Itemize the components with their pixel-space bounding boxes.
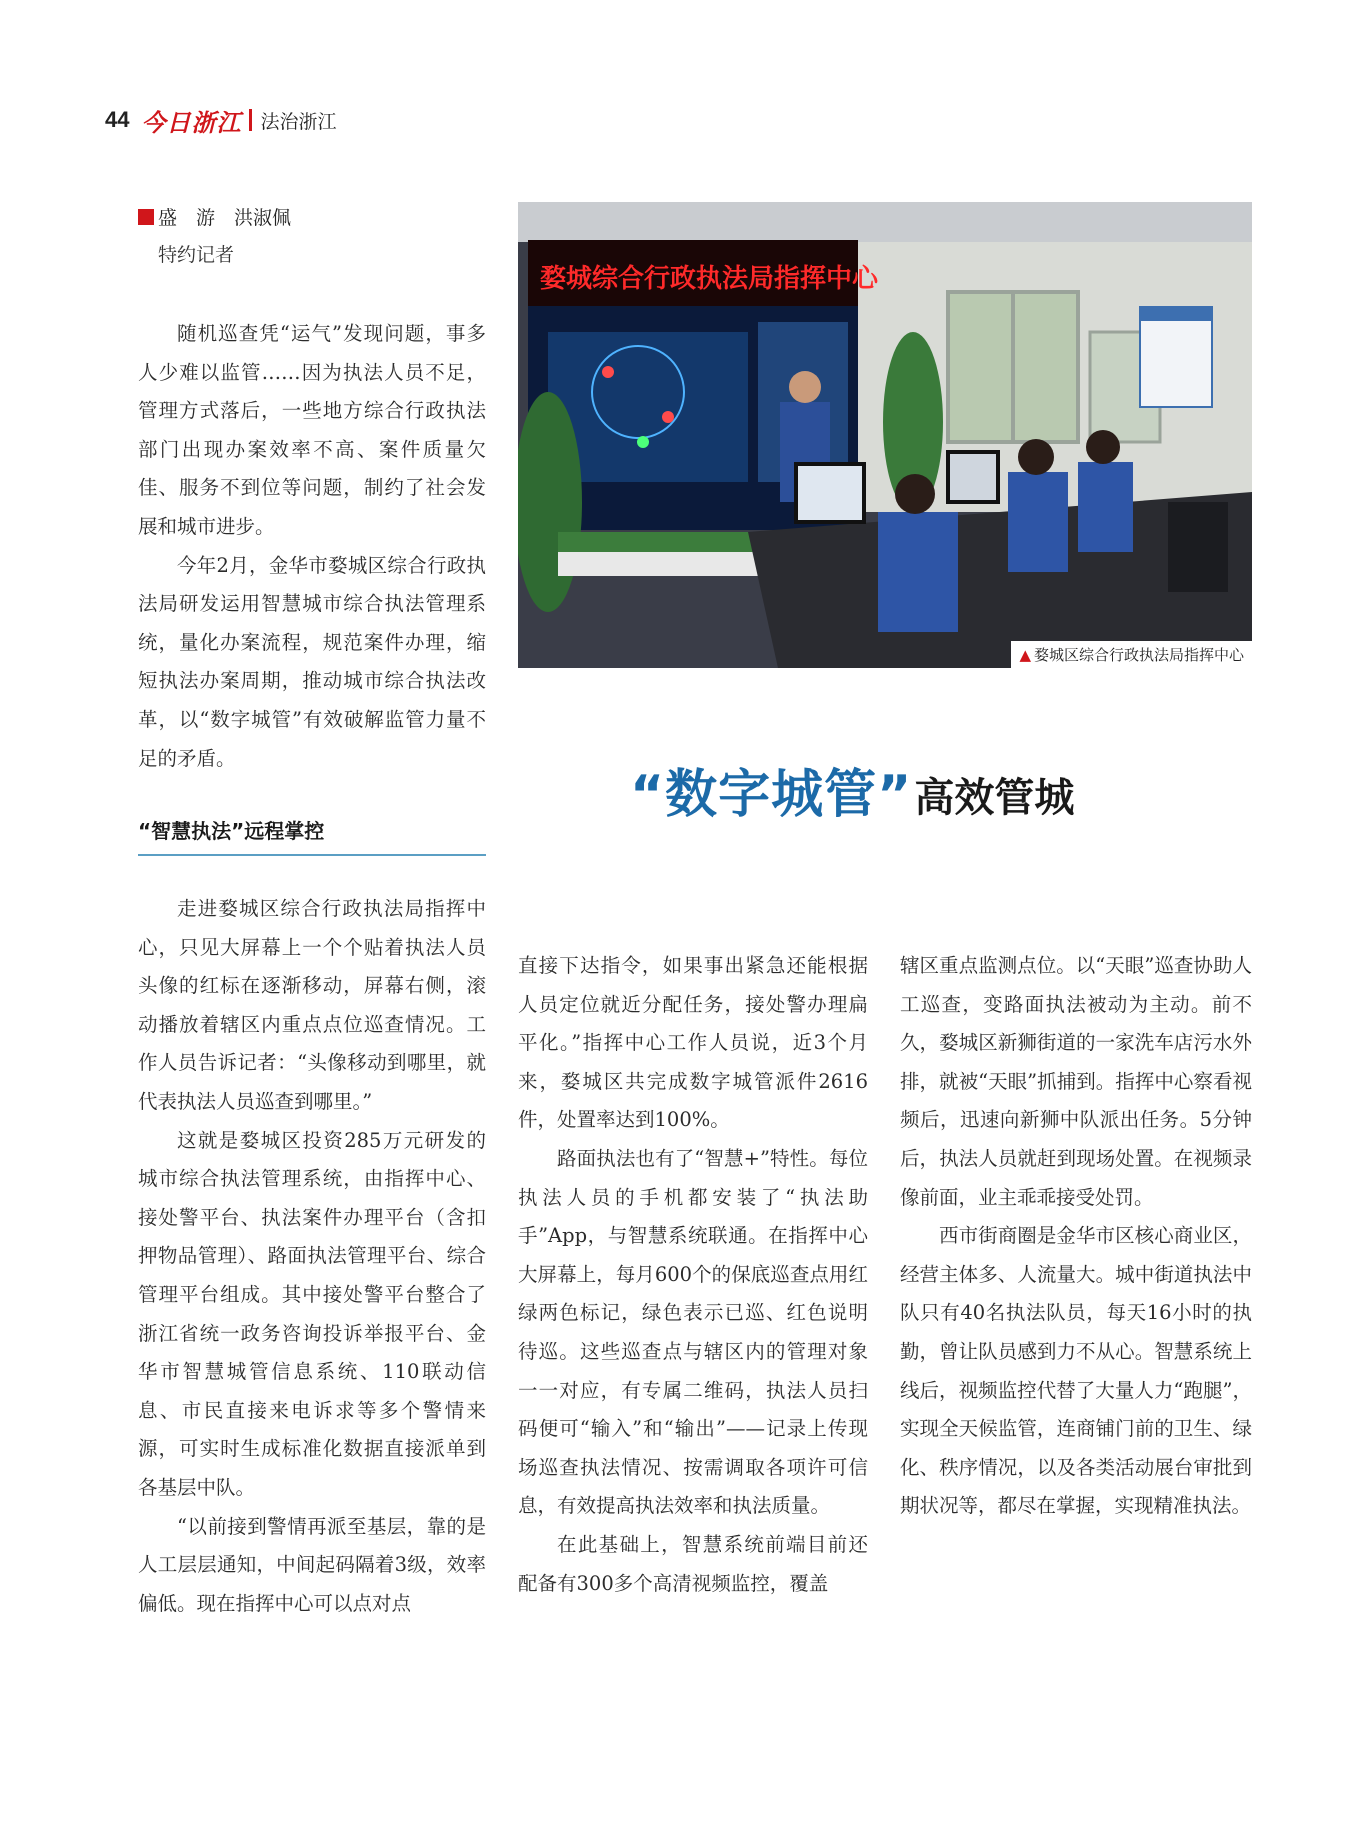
caption-triangle-icon: ▲: [1019, 646, 1031, 664]
photo-caption: [1011, 641, 1252, 668]
paragraph: 辖区重点监测点位。以“天眼”巡查协助人工巡查，变路面执法被动为主动。前不久，婺城区新狮街道的一家洗车店污水外排，就被“天眼”抓捕到。指挥中心察看视频后，迅速向新狮中队派出任务。5分钟后，执法人员就赶到现场处置。在视频录像前面，业主乖乖接受处罚。: [900, 954, 1252, 1209]
subheading-rule: [138, 854, 486, 856]
column-3: [900, 947, 1252, 1526]
byline: [138, 203, 291, 230]
column-1-top: [138, 315, 486, 778]
paragraph: 直接下达指令，如果事出紧急还能根据人员定位就近分配任务，接处警办理扁平化。”指挥中心工作人员说，近3个月来，婺城区共完成数字城管派件2616件，处置率达到100%。: [518, 954, 868, 1132]
paragraph: 走进婺城区综合行政执法局指挥中心，只见大屏幕上一个个贴着执法人员头像的红标在逐渐移动，屏幕右侧，滚动播放着辖区内重点点位巡查情况。工作人员告诉记者：“头像移动到哪里，就代表执法人员巡查到哪里。”: [138, 897, 486, 1113]
article-headline: [630, 752, 1074, 827]
paragraph: “以前接到警情再派至基层，靠的是人工层层通知，中间起码隔着3级，效率偏低。现在指挥中心可以点对点: [138, 1514, 486, 1615]
header-divider: [249, 109, 252, 131]
screen-banner-text: 婺城综合行政执法局指挥中心: [540, 264, 879, 294]
paragraph: 这就是婺城区投资285万元研发的城市综合执法管理系统，由指挥中心、接处警平台、执法案件办理平台（含扣押物品管理）、路面执法管理平台、综合管理平台组成。其中接处警平台整合了浙江省统一政务咨询投诉举报平台、金华市智慧城管信息系统、110联动信息、市民直接来电诉求等多个警情来源，可实时生成标准化数据直接派单到各基层中队。: [138, 1128, 486, 1499]
byline-marker-icon: [138, 209, 154, 225]
byline-authors: 盛 游 洪淑佩: [158, 207, 292, 229]
column-1-bottom: [138, 890, 486, 1623]
subheading: [138, 815, 486, 856]
subheading-text: “智慧执法”远程掌控: [138, 819, 325, 843]
paragraph: 路面执法也有了“智慧+”特性。每位执法人员的手机都安装了“执法助手”App，与智慧系统联通。在指挥中心大屏幕上，每月600个的保底巡查点用红绿两色标记，绿色表示已巡、红色说明待巡。这些巡查点与辖区内的管理对象一一对应，有专属二维码，执法人员扫码便可“输入”和“输出”——记录上传现场巡查执法情况、按需调取各项许可信息，有效提高执法效率和执法质量。: [518, 1146, 868, 1518]
headline-main: “数字城管”: [630, 765, 913, 825]
photo-illustration: [518, 202, 1252, 668]
byline-role: 特约记者: [158, 244, 235, 266]
paragraph: 西市街商圈是金华市区核心商业区，经营主体多、人流量大。城中街道执法中队只有40名执法队员，每天16小时的执勤，曾让队员感到力不从心。智慧系统上线后，视频监控代替了大量人力“跑腿”，实现全天候监管，连商铺门前的卫生、绿化、秩序情况，以及各类活动展台审批到期状况等，都尽在掌握，实现精准执法。: [900, 1224, 1252, 1518]
page-header: [105, 104, 337, 136]
paragraph: 随机巡查凭“运气”发现问题，事多人少难以监管……因为执法人员不足，管理方式落后，一些地方综合行政执法部门出现办案效率不高、案件质量欠佳、服务不到位等问题，制约了社会发展和城市进步。: [138, 322, 486, 538]
section-name: 法治浙江: [260, 110, 337, 133]
paragraph: 在此基础上，智慧系统前端目前还配备有300多个高清视频监控，覆盖: [518, 1532, 868, 1595]
caption-text: 婺城区综合行政执法局指挥中心: [1033, 646, 1244, 664]
headline-sub: 高效管城: [914, 774, 1075, 821]
column-2: [518, 947, 868, 1603]
paragraph: 今年2月，金华市婺城区综合行政执法局研发运用智慧城市综合执法管理系统，量化办案流程，规范案件办理，缩短执法办案周期，推动城市综合执法改革，以“数字城管”有效破解监管力量不足的矛盾。: [138, 553, 486, 770]
command-center-photo: [518, 202, 1252, 668]
page-number: 44: [105, 107, 130, 132]
magazine-logo: 今日浙江: [141, 107, 242, 137]
